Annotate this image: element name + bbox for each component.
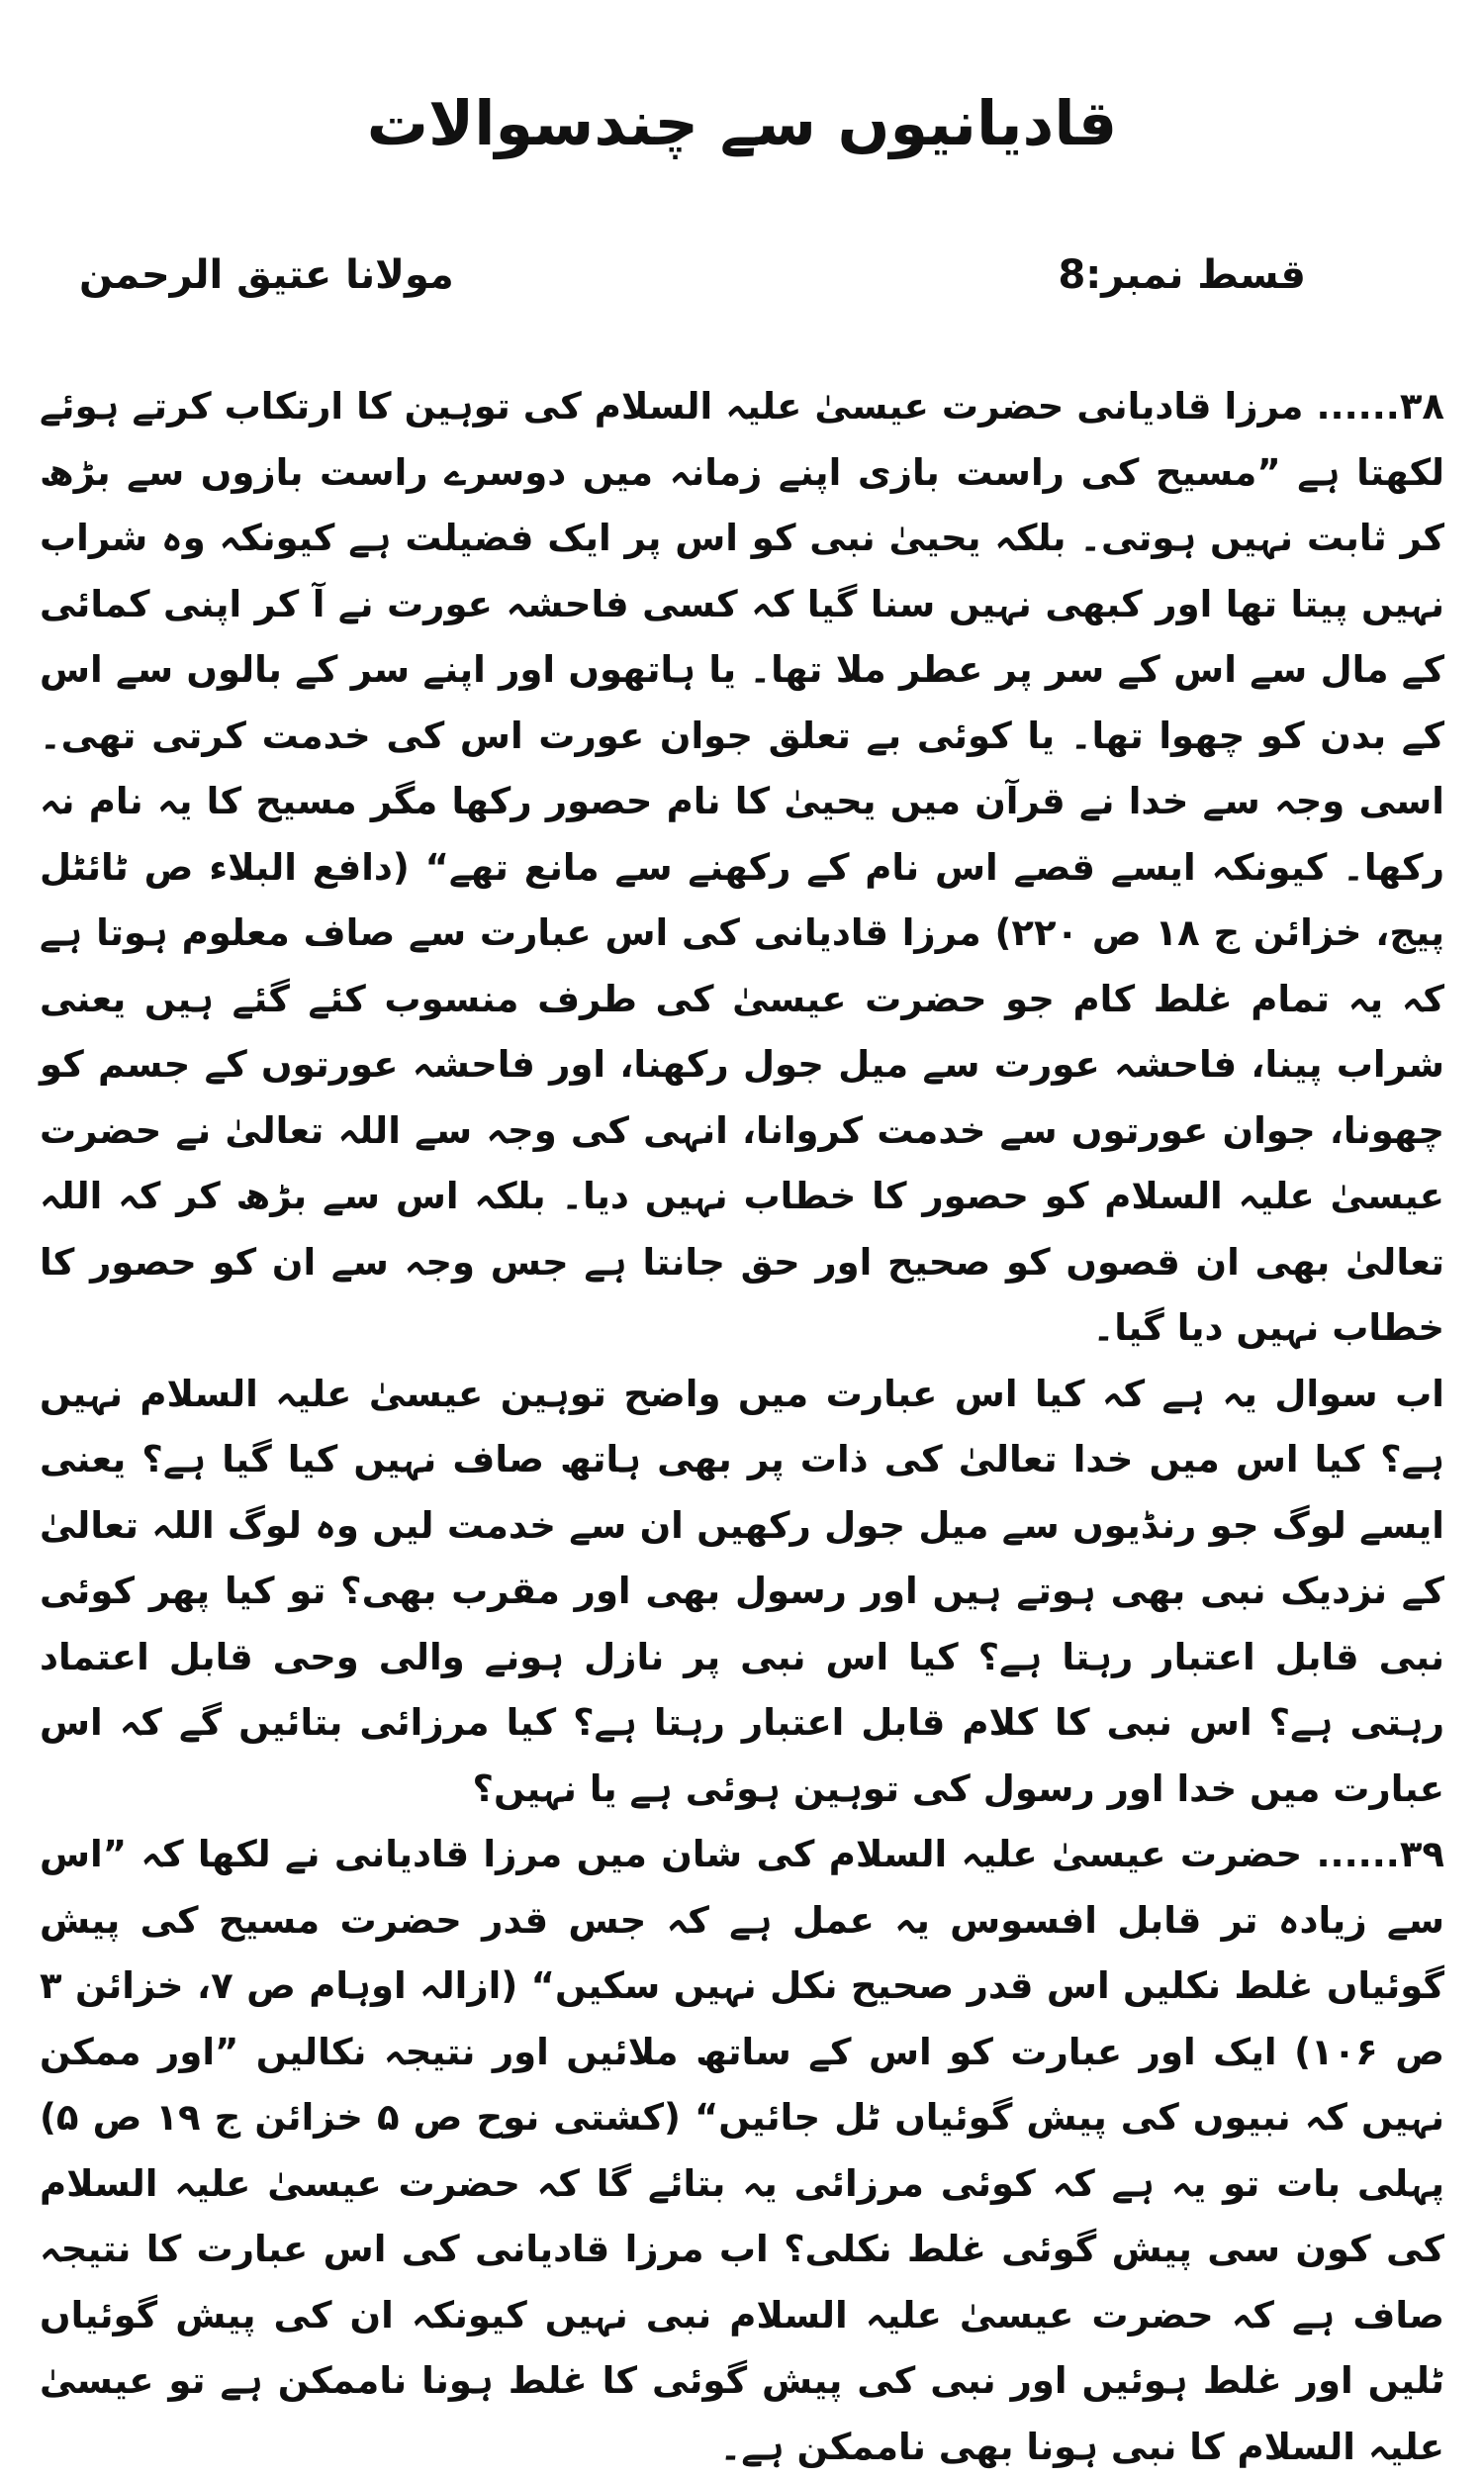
paragraph-39: [40, 1822, 1444, 2480]
article-title: قادیانیوں سے چندسوالات: [366, 87, 1118, 159]
author-name: مولانا عتیق الرحمن: [79, 252, 454, 298]
article-meta: [79, 245, 1306, 305]
paragraph-text: مرزا قادیانی حضرت عیسیٰ علیہ السلام کی توہین کا ارتکاب کرتے ہوئے لکھتا ہے ”مسیح کی راست بازی اپنے زمانہ میں دوسرے راست بازوں سے بڑھ کر ثابت نہیں ہوتی۔ بلکہ یحییٰ نبی کو اس پر ایک فضیلت ہے کیونکہ وہ شراب نہیں پیتا تھا اور کبھی نہیں سنا گیا کہ کسی فاحشہ عورت نے آ کر اپنی کمائی کے مال سے اس کے سر پر عطر ملا تھا۔ یا ہاتھوں اور اپنے سر کے بالوں سے اس کے بدن کو چھوا تھا۔ یا کوئی بے تعلق جوان عورت اس کی خدمت کرتی تھی۔ اسی وجہ سے خدا نے قرآن میں یحییٰ کا نام حصور رکھا مگر مسیح کا یہ نام نہ رکھا۔ کیونکہ ایسے قصے اس نام کے رکھنے سے مانع تھے“ (دافع البلاء ص ٹائٹل پیج، خزائن ج ۱۸ ص ۲۲۰) مرزا قادیانی کی اس عبارت سے صاف معلوم ہوتا ہے کہ یہ تمام غلط کام جو حضرت عیسیٰ کی طرف منسوب کئے گئے ہیں یعنی شراب پینا، فاحشہ عورت سے میل جول رکھنا، اور فاحشہ عورتوں کے جسم کو چھونا، جوان عورتوں سے خدمت کروانا، انہی کی وجہ سے اللہ تعالیٰ نے حضرت عیسیٰ علیہ السلام کو حصور کا خطاب نہیں دیا۔ بلکہ اس سے بڑھ کر کہ اللہ تعالیٰ بھی ان قصوں کو صحیح اور حق جانتا ہے جس وجہ سے ان کو حصور کا خطاب نہیں دیا گیا۔: [40, 385, 1444, 1349]
article-body: [40, 374, 1444, 2480]
paragraph-text: حضرت عیسیٰ علیہ السلام کی شان میں مرزا قادیانی نے لکھا کہ ”اس سے زیادہ تر قابل افسوس یہ عمل ہے کہ جس قدر حضرت مسیح کی پیش گوئیاں غلط نکلیں اس قدر صحیح نکل نہیں سکیں“ (ازالہ اوہام ص ۷، خزائن ۳ ص ۱۰۶) ایک اور عبارت کو اس کے ساتھ ملائیں اور نتیجہ نکالیں ”اور ممکن نہیں کہ نبیوں کی پیش گوئیاں ٹل جائیں“ (کشتی نوح ص ۵ خزائن ج ۱۹ ص ۵) پہلی بات تو یہ ہے کہ کوئی مرزائی یہ بتائے گا کہ حضرت عیسیٰ علیہ السلام کی کون سی پیش گوئی غلط نکلی؟ اب مرزا قادیانی کی اس عبارت کا نتیجہ صاف ہے کہ حضرت عیسیٰ علیہ السلام نبی نہیں کیونکہ ان کی پیش گوئیاں ٹلیں اور غلط ہوئیں اور نبی کی پیش گوئی کا غلط ہونا ناممکن ہے تو عیسیٰ علیہ السلام کا نبی ہونا بھی ناممکن ہے۔: [40, 1833, 1444, 2468]
paragraph-text: اب سوال یہ ہے کہ کیا اس عبارت میں واضح توہین عیسیٰ علیہ السلام نہیں ہے؟ کیا اس میں خدا تعالیٰ کی ذات پر بھی ہاتھ صاف نہیں کیا گیا ہے؟ یعنی ایسے لوگ جو رنڈیوں سے میل جول رکھیں ان سے خدمت لیں وہ لوگ اللہ تعالیٰ کے نزدیک نبی بھی ہوتے ہیں اور رسول بھی اور مقرب بھی؟ تو کیا پھر کوئی نبی قابل اعتبار رہتا ہے؟ کیا اس نبی پر نازل ہونے والی وحی قابل اعتماد رہتی ہے؟ اس نبی کا کلام قابل اعتبار رہتا ہے؟ کیا مرزائی بتائیں گے کہ اس عبارت میں خدا اور رسول کی توہین ہوئی ہے یا نہیں؟: [40, 1372, 1444, 1810]
paragraph-question: [40, 1362, 1444, 1823]
paragraph-38: [40, 374, 1444, 1362]
paragraph-number: ۳۹......: [1316, 1833, 1444, 1875]
installment-number: قسط نمبر:8: [1058, 252, 1306, 298]
paragraph-number: ۳۸......: [1316, 385, 1444, 428]
